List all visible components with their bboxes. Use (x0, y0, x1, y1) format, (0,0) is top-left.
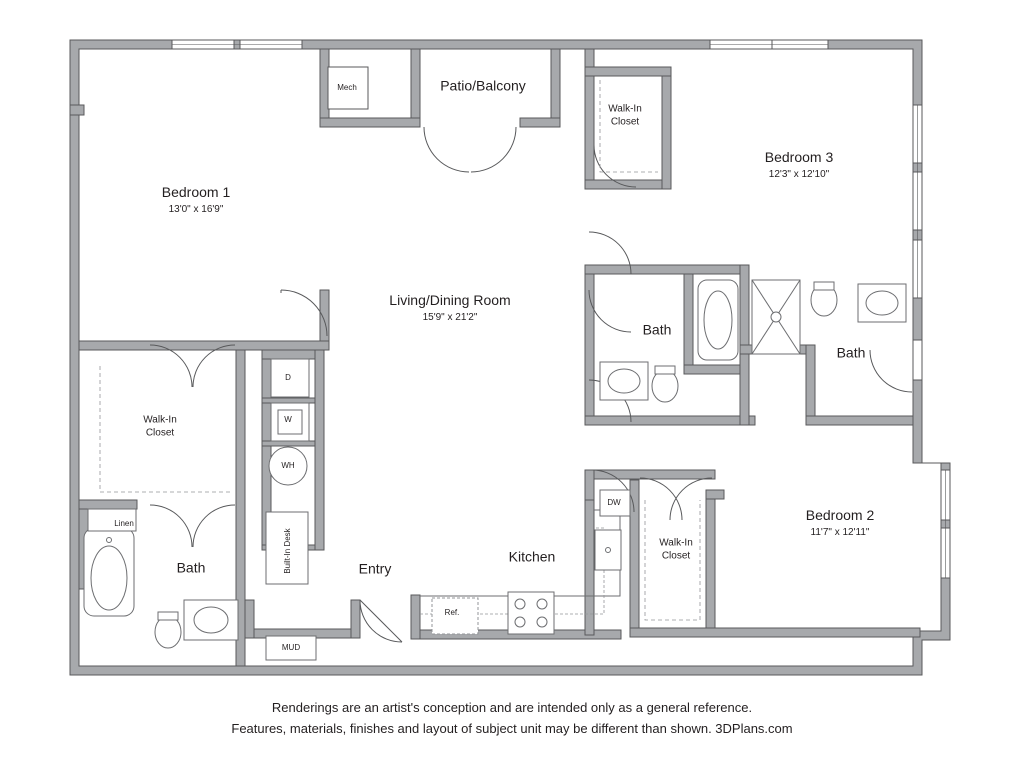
room-label-living-dining-room (389, 292, 510, 324)
toilet-left (155, 616, 181, 648)
room-dims: 11'7" x 12'11" (810, 526, 870, 538)
disclaimer-line-2: Features, materials, finishes and layout of subject unit may be different than shown. 3DPlans.com (231, 721, 793, 736)
closet-name-line1: Walk-In (659, 537, 693, 549)
room-name: Bath (836, 344, 866, 361)
room-dims: 12'3" x 12'10" (768, 168, 830, 180)
room-name: Bath (176, 559, 206, 576)
kitchen-sink (595, 530, 621, 570)
annotation-washer: W (284, 415, 292, 424)
room-name: Bath (642, 321, 672, 338)
annotation-mech: Mech (337, 83, 357, 92)
exterior-walls (70, 40, 950, 675)
annotation-dishwasher: DW (607, 498, 621, 507)
room-label-bath-left (177, 559, 206, 577)
closet-name-line1: Walk-In (608, 103, 642, 115)
closet-name-line2: Closet (661, 550, 691, 561)
room-dims: 13'0" x 16'9" (168, 203, 224, 215)
annotation-built-in-desk: Built-In Desk (283, 528, 292, 574)
room-name: Bedroom 2 (805, 507, 875, 523)
closet-label-bedroom-3 (608, 104, 642, 129)
room-label-kitchen (509, 548, 556, 566)
room-label-bedroom-1 (162, 184, 230, 216)
exterior-notch-left (70, 105, 84, 115)
closet-name-line2: Closet (145, 427, 175, 438)
closet-name-line1: Walk-In (143, 414, 177, 426)
annotation-water-heater: WH (281, 461, 295, 470)
room-name: Living/Dining Room (389, 292, 511, 308)
closet-label-left (143, 415, 177, 440)
annotation-dryer: D (285, 373, 291, 382)
annotation-mud: MUD (281, 643, 301, 652)
room-name: Kitchen (508, 548, 556, 565)
walls-layer (70, 40, 950, 675)
annotation-linen: Linen (114, 519, 134, 528)
room-label-patio-balcony (440, 77, 526, 95)
room-name: Bedroom 3 (764, 149, 834, 165)
annotation-refrigerator: Ref. (444, 608, 460, 617)
range (508, 592, 554, 634)
room-label-bedroom-3 (765, 149, 833, 181)
toilet-center (652, 370, 678, 402)
room-name: Entry (358, 560, 392, 577)
closet-name-line2: Closet (610, 116, 640, 127)
disclaimer-line-1: Renderings are an artist's conception and are intended only as a general reference. (271, 700, 753, 715)
room-name: Patio/Balcony (440, 77, 526, 94)
room-label-bath-right (837, 344, 866, 362)
room-label-bath-center (643, 321, 672, 339)
room-name: Bedroom 1 (161, 184, 231, 200)
closet-label-bedroom-2 (659, 538, 693, 563)
room-label-entry (359, 560, 392, 578)
room-label-bedroom-2 (806, 507, 874, 539)
room-dims: 15'9" x 21'2" (422, 311, 478, 323)
